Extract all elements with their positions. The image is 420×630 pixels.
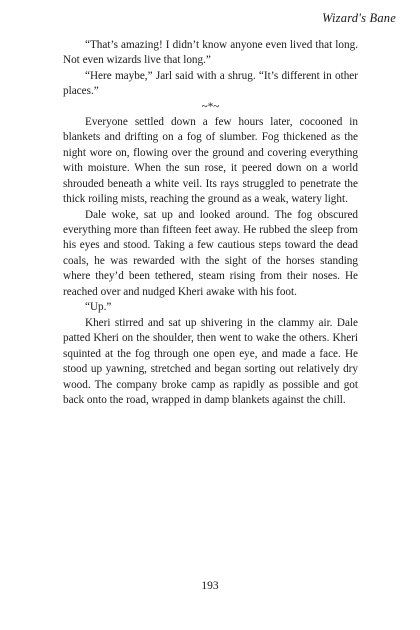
paragraph: Kheri stirred and sat up shivering in the clammy air. Dale patted Kheri on the shoulder, then went to wake the others. Kheri squinted at the fog through one open eye, and made a face. He stood up yawning, stretched and began sorting out relatively dry wood. The company broke camp as rapidly as possible and got back onto the road, wrapped in damp blankets against the chill. <box>63 316 358 406</box>
paragraph: “Here maybe,” Jarl said with a shrug. “It’s different in other places.” <box>63 69 358 98</box>
running-header-title: Wizard's Bane <box>322 11 396 25</box>
scene-break: ~*~ <box>201 100 220 113</box>
paragraph: “That’s amazing! I didn’t know anyone even lived that long. Not even wizards live that long.” <box>63 39 358 67</box>
paragraph: Everyone settled down a few hours later, cocooned in blankets and drifting on a fog of slumber. Fog thickened as the night wore on, flowing over the ground and covering everything with moisture. When the sun rose, it peered down on a world shrouded beneath a white veil. Its rays struggled to penetrate the thick roiling mists, reaching the ground as a weak, watery light. <box>63 115 358 206</box>
paragraph: Dale woke, sat up and looked around. The fog obscured everything more than fifteen feet away. He rubbed the sleep from his eyes and stood. Taking a few cautious steps toward the dead coals, he was rewarded with the sight of the horses standing where they’d been tethered, steam rising from their noses. He reached over and nudged Kheri awake with his foot. <box>63 208 358 298</box>
paragraph: “Up.” <box>85 301 112 314</box>
body-text <box>63 38 358 408</box>
page-number: 193 <box>201 580 219 592</box>
